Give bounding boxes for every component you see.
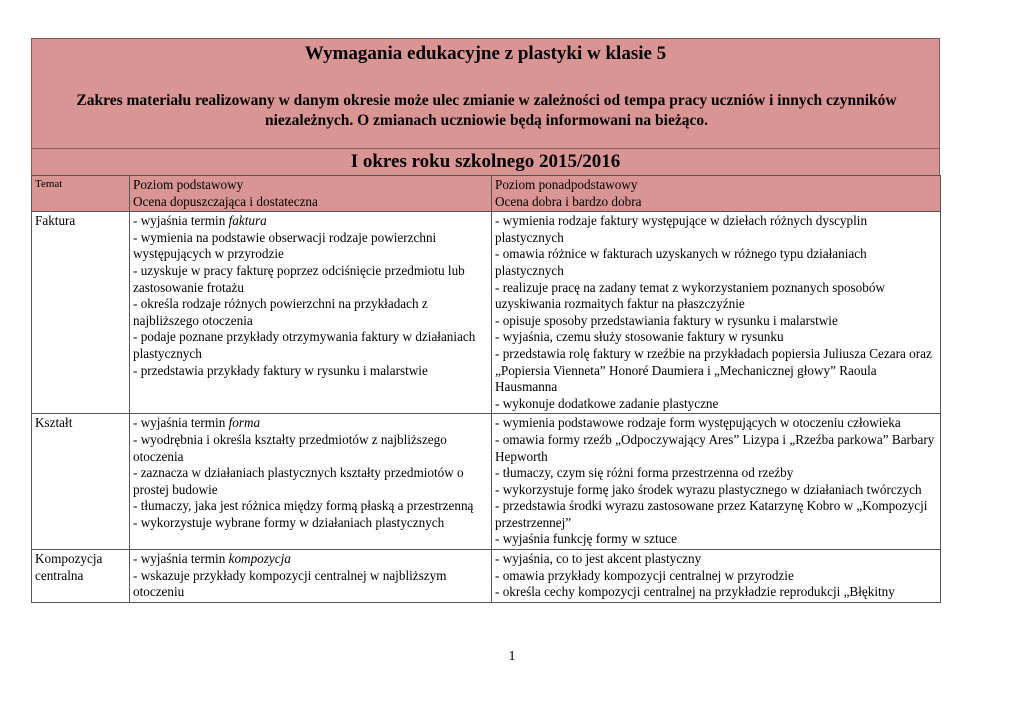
table-row [32,414,941,550]
requirement-item [133,230,489,263]
advanced-requirements-cell [492,212,941,414]
requirement-item [133,363,489,380]
requirement-item: - wykonuje dodatkowe zadanie plastyczne [495,395,719,411]
requirement-item: - określa cechy kompozycji centralnej na przykładzie reprodukcji „Błękitny [495,584,895,600]
requirement-item: - omawia przykłady kompozycji centralnej w przyrodzie [495,567,794,583]
requirement-item: - wymienia podstawowe rodzaje form występujących w otoczeniu człowieka [495,415,901,431]
table-header-row [32,176,941,212]
scope-note: Zakres materiału realizowany w danym okresie może ulec zmianie w zależności od tempa pracy uczniów i innych czynników niezależnych. O zmianach uczniowie będą informowani na bieżąco. [76,92,897,129]
requirement-item: - omawia formy rzeźb „Odpoczywający Ares” Lizypa i „Rzeźba parkowa” Barbary Hepworth [495,431,935,464]
requirement-item [133,296,489,329]
requirement-item [133,551,489,568]
topic-cell: Kompozycja centralna [32,550,130,603]
page-number: 1 [508,649,516,664]
requirement-item [133,498,489,515]
requirement-item: - wyjaśnia, co to jest akcent plastyczny [495,551,702,567]
basic-requirements-cell [130,414,492,550]
period-section [31,149,940,176]
requirement-item [133,432,489,465]
requirement-text: - wymienia na podstawie obserwacji rodzaje powierzchni występujących w przyrodzie [133,229,437,262]
requirement-text: - przedstawia przykłady faktury w rysunku i malarstwie [133,362,428,378]
requirement-text: - wyjaśnia termin [133,213,229,229]
requirement-text: - uzyskuje w pracy fakturę poprzez odciśnięcie przedmiotu lub zastosowanie frotażu [133,262,465,295]
requirement-item [133,213,489,230]
table-row [32,212,941,414]
requirement-item: - wyjaśnia, czemu służy stosowanie faktury w rysunku [495,329,784,345]
requirement-item [133,465,489,498]
term-emphasis: faktura [228,213,267,229]
title-section [31,38,940,149]
requirement-text: - wskazuje przykłady kompozycji centralnej w najbliższym otoczeniu [133,567,447,600]
requirement-item: - wyjaśnia funkcję formy w sztuce [495,531,677,547]
requirement-item: - przedstawia środki wyrazu zastosowane przez Katarzynę Kobro w „Kompozycji przestrzennej” [495,498,928,530]
advanced-level-label: Poziom ponadpodstawowy [495,177,638,192]
basic-grade-label: Ocena dopuszczająca i dostateczna [133,193,318,209]
requirement-item: - wykorzystuje formę jako środek wyrazu plastycznego w działaniach twórczych [495,481,922,497]
requirement-item: - omawia różnice w fakturach uzyskanych w różnego typu działaniach plastycznych [495,246,867,278]
requirements-table [31,175,941,603]
requirement-item: - tłumaczy, czym się różni forma przestrzenna od rzeźby [495,465,794,481]
advanced-grade-label: Ocena dobra i bardzo dobra [495,193,642,209]
period-heading: I okres roku szkolnego 2015/2016 [350,151,621,172]
column-header-advanced [492,176,941,212]
topic-cell: Faktura [32,212,130,414]
term-emphasis: kompozycja [228,551,291,567]
requirement-text: - wyjaśnia termin [133,415,229,431]
requirement-item [133,568,489,601]
requirement-text: - podaje poznane przykłady otrzymywania faktury w działaniach plastycznych [133,329,476,361]
requirement-item: - opisuje sposoby przedstawiania faktury w rysunku i malarstwie [495,312,838,328]
requirement-text: - wykorzystuje wybrane formy w działaniach plastycznych [133,514,445,530]
advanced-requirements-cell [492,414,941,550]
requirement-item: - realizuje pracę na zadany temat z wykorzystaniem poznanych sposobów uzyskiwania rozmaitych faktur na płaszczyźnie [495,279,885,312]
topic-cell: Kształt [32,414,130,550]
requirement-text: - zaznacza w działaniach plastycznych kształty przedmiotów o prostej budowie [133,465,464,497]
basic-level-label: Poziom podstawowy [133,177,244,192]
requirement-text: - określa rodzaje różnych powierzchni na przykładach z najbliższego otoczenia [133,296,428,328]
basic-requirements-cell [130,550,492,603]
table-row [32,550,941,603]
term-emphasis: forma [228,415,261,431]
document-title: Wymagania edukacyjne z plastyki w klasie 5 [304,43,667,64]
requirement-item: - wymienia rodzaje faktury występujące w dziełach różnych dyscyplin plastycznych [495,213,868,245]
column-header-basic [130,176,492,212]
requirement-text: - wyodrębnia i określa kształty przedmiotów z najbliższego otoczenia [133,431,447,464]
advanced-requirements-cell [492,550,941,603]
requirement-text: - tłumaczy, jaka jest różnica między formą płaską a przestrzenną [133,498,474,514]
requirement-item [133,415,489,432]
requirement-item [133,329,489,362]
requirement-item [133,263,489,296]
requirement-item: - przedstawia rolę faktury w rzeźbie na przykładach popiersia Juliusza Cezara oraz „Popiersia Vienneta” Honoré Daumiera i „Mechanicznej głowy” Raoula Hausmanna [495,345,932,395]
requirement-text: - wyjaśnia termin [133,551,229,567]
requirement-item [133,515,489,532]
basic-requirements-cell [130,212,492,414]
column-header-topic: Temat [32,176,130,212]
